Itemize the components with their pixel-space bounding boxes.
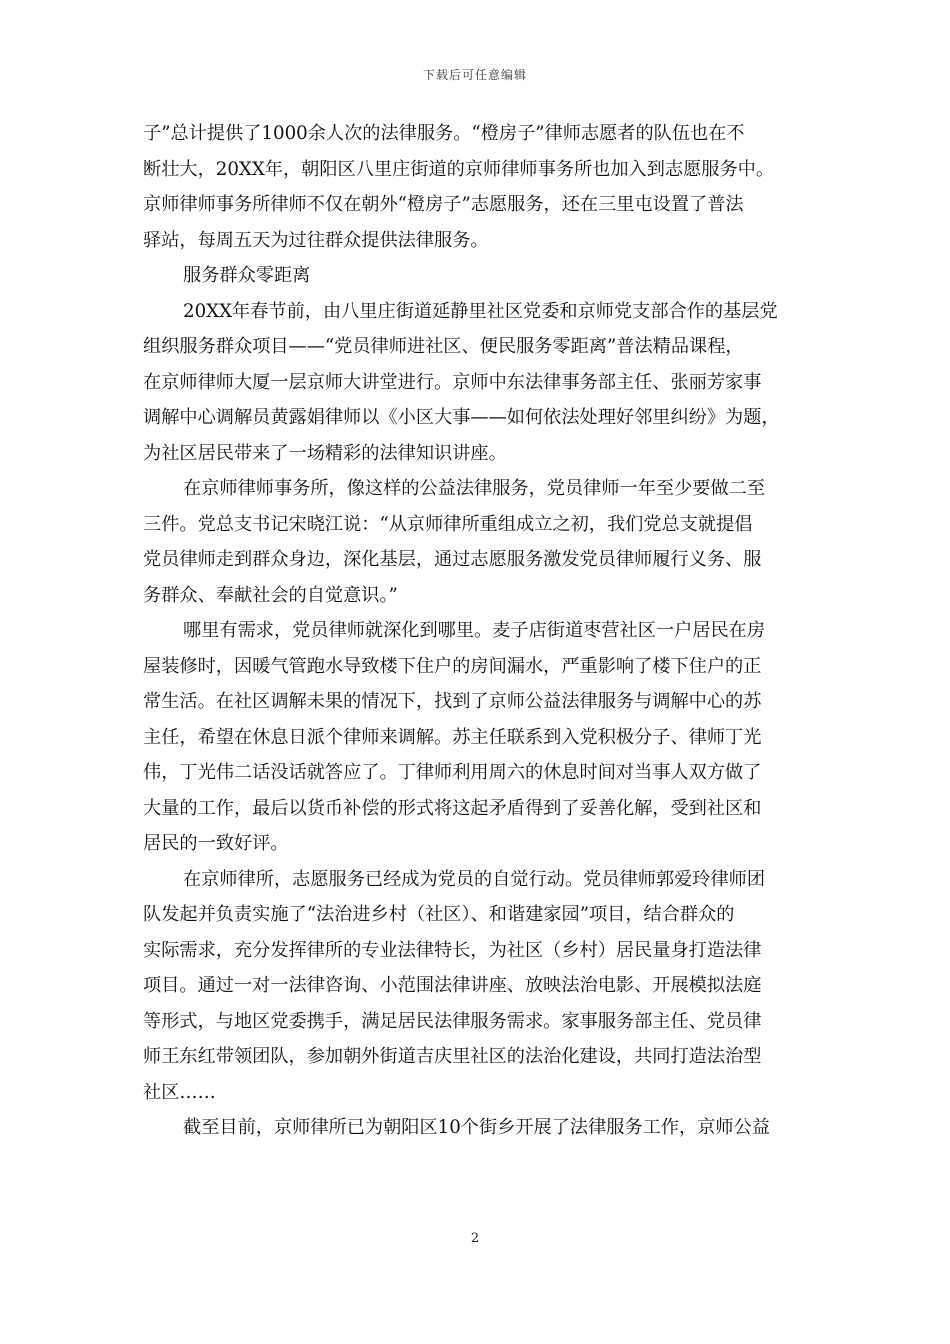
paragraph-line: 为社区居民带来了一场精彩的法律知识讲座。 [143,442,507,464]
paragraph-line: 京师律师事务所律师不仅在朝外“橙房子”志愿服务，还在三里屯设置了普法 [143,194,744,215]
page-number: 2 [470,1231,480,1246]
paragraph-first-line: 服务群众零距离 [183,265,311,286]
paragraph-line: 断壮大，20XX年，朝阳区八里庄街道的京师律师事务所也加入到志愿服务中。 [143,158,775,180]
document-body [143,116,815,1146]
paragraph-line: 师王东红带领团队，参加朝外街道吉庆里社区的法治化建设，共同打造法治型 [143,1046,762,1067]
paragraph-line: 三件。党总支书记宋晓江说：“从京师律所重组成立之初，我们党总支就提倡 [143,513,753,535]
paragraph-first-line: 20XX年春节前，由八里庄街道延静里社区党委和京师党支部合作的基层党 [183,300,778,322]
paragraph-first-line: 在京师律所，志愿服务已经成为党员的自觉行动。党员律师郭爱玲律师团 [183,868,766,890]
paragraph-first-line: 哪里有需求，党员律师就深化到哪里。麦子店街道枣营社区一户居民在房 [183,620,766,641]
page-header: 下载后可任意编辑 [422,68,527,82]
paragraph-line: 项目。通过一对一法律咨询、小范围法律讲座、放映法治电影、开展模拟法庭 [143,975,762,996]
paragraph-first-line: 截至目前，京师律所已为朝阳区10个街乡开展了法律服务工作，京师公益 [183,1117,770,1138]
paragraph-line: 实际需求，充分发挥律所的专业法律特长，为社区（乡村）居民量身打造法律 [143,939,762,961]
paragraph-line: 等形式，与地区党委携手，满足居民法律服务需求。家事服务部主任、党员律 [143,1010,762,1032]
paragraph-line: 伟，丁光伟二话没话就答应了。丁律师利用周六的休息时间对当事人双方做了 [143,762,762,783]
paragraph-line: 主任，希望在休息日派个律师来调解。苏主任联系到入党积极分子、律师丁光 [143,726,762,748]
paragraph-line: 屋装修时，因暖气管跑水导致楼下住户的房间漏水，严重影响了楼下住户的正 [143,655,762,677]
paragraph-line: 社区…… [143,1081,216,1103]
paragraph-first-line: 在京师律师事务所，像这样的公益法律服务，党员律师一年至少要做二至 [183,478,766,499]
paragraph-line: 务群众、奉献社会的自觉意识。” [143,584,398,606]
paragraph-line: 常生活。在社区调解未果的情况下，找到了京师公益法律服务与调解中心的苏 [143,691,762,712]
paragraph-line: 在京师律师大厦一层京师大讲堂进行。京师中东法律事务部主任、张丽芳家事 [143,371,762,393]
paragraph-line: 组织服务群众项目——“党员律师进社区、便民服务零距离”普法精品课程， [143,336,744,357]
paragraph-line: 队发起并负责实施了“法治进乡村（社区）、和谐建家园”项目，结合群众的 [143,904,735,925]
paragraph-line: 党员律师走到群众身边，深化基层，通过志愿服务激发党员律师履行义务、服 [143,549,762,570]
paragraph-line: 大量的工作，最后以货币补偿的形式将这起矛盾得到了妥善化解，受到社区和 [143,797,762,819]
paragraph-line: 居民的一致好评。 [143,833,289,854]
paragraph-line: 驿站，每周五天为过往群众提供法律服务。 [143,229,489,251]
paragraph-line: 子”总计提供了1000余人次的法律服务。“橙房子”律师志愿者的队伍也在不 [143,123,745,144]
paragraph-line: 调解中心调解员黄露娟律师以《小区大事——如何依法处理好邻里纠纷》为题， [143,407,780,428]
